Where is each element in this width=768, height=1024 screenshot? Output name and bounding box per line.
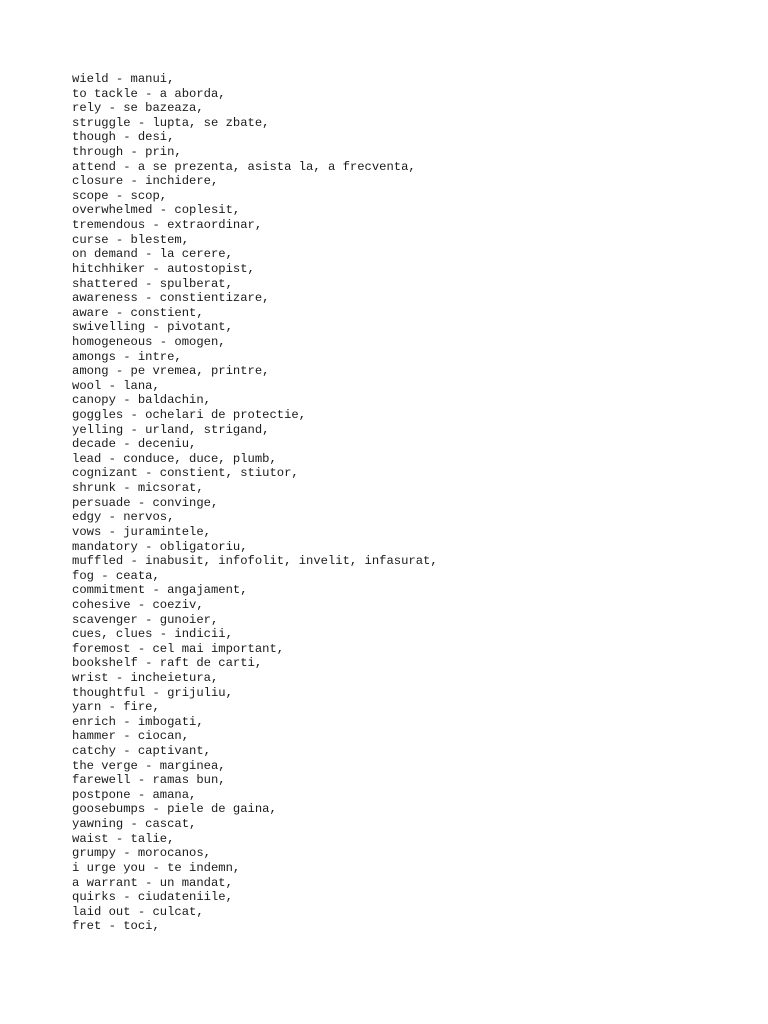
vocabulary-entry: goosebumps - piele de gaina,: [72, 802, 277, 817]
vocabulary-entry: hammer - ciocan,: [72, 729, 190, 744]
vocabulary-entry: though - desi,: [72, 130, 175, 145]
vocabulary-entry: lead - conduce, duce, plumb,: [72, 451, 277, 466]
vocabulary-entry: quirks - ciudateniile,: [72, 890, 233, 905]
vocabulary-entry: a warrant - un mandat,: [72, 875, 233, 890]
vocabulary-entry: awareness - constientizare,: [72, 291, 270, 306]
vocabulary-entry: i urge you - te indemn,: [72, 860, 241, 875]
vocabulary-entry: fog - ceata,: [72, 568, 160, 583]
vocabulary-entry: among - pe vremea, printre,: [72, 364, 270, 379]
vocabulary-entry: amongs - intre,: [72, 349, 182, 364]
vocabulary-entry: thoughtful - grijuliu,: [72, 685, 233, 700]
vocabulary-entry: bookshelf - raft de carti,: [72, 656, 263, 671]
vocabulary-entry: vows - juramintele,: [72, 524, 211, 539]
vocabulary-entry: scope - scop,: [72, 188, 168, 203]
vocabulary-entry: foremost - cel mai important,: [72, 641, 285, 656]
vocabulary-list: [72, 72, 438, 934]
vocabulary-entry: commitment - angajament,: [72, 583, 248, 598]
vocabulary-entry: cues, clues - indicii,: [72, 627, 233, 642]
vocabulary-entry: the verge - marginea,: [72, 758, 226, 773]
vocabulary-entry: wool - lana,: [72, 378, 160, 393]
vocabulary-entry: postpone - amana,: [72, 787, 197, 802]
vocabulary-entry: goggles - ochelari de protectie,: [72, 408, 307, 423]
vocabulary-entry: farewell - ramas bun,: [72, 773, 226, 788]
vocabulary-entry: wield - manui,: [72, 72, 175, 86]
vocabulary-entry: cohesive - coeziv,: [72, 597, 204, 612]
vocabulary-entry: waist - talie,: [72, 831, 175, 846]
vocabulary-entry: laid out - culcat,: [72, 904, 204, 919]
vocabulary-entry: curse - blestem,: [72, 232, 190, 247]
vocabulary-entry: scavenger - gunoier,: [72, 612, 219, 627]
vocabulary-entry: rely - se bazeaza,: [72, 101, 204, 116]
vocabulary-entry: on demand - la cerere,: [72, 247, 233, 262]
vocabulary-entry: canopy - baldachin,: [72, 393, 211, 408]
vocabulary-entry: tremendous - extraordinar,: [72, 218, 263, 233]
vocabulary-entry: aware - constient,: [72, 305, 204, 320]
vocabulary-entry: swivelling - pivotant,: [72, 320, 233, 335]
vocabulary-entry: decade - deceniu,: [72, 437, 197, 452]
vocabulary-entry: attend - a se prezenta, asista la, a frecventa,: [72, 159, 416, 174]
vocabulary-entry: cognizant - constient, stiutor,: [72, 466, 299, 481]
vocabulary-entry: wrist - incheietura,: [72, 670, 219, 685]
vocabulary-entry: through - prin,: [72, 145, 182, 160]
vocabulary-entry: yelling - urland, strigand,: [72, 422, 270, 437]
vocabulary-entry: edgy - nervos,: [72, 510, 175, 525]
vocabulary-entry: to tackle - a aborda,: [72, 86, 226, 101]
vocabulary-entry: overwhelmed - coplesit,: [72, 203, 241, 218]
vocabulary-entry: fret - toci,: [72, 919, 160, 934]
vocabulary-entry: struggle - lupta, se zbate,: [72, 115, 270, 130]
vocabulary-entry: grumpy - morocanos,: [72, 846, 211, 861]
vocabulary-entry: persuade - convinge,: [72, 495, 219, 510]
vocabulary-entry: closure - inchidere,: [72, 174, 219, 189]
vocabulary-entry: shattered - spulberat,: [72, 276, 233, 291]
vocabulary-entry: mandatory - obligatoriu,: [72, 539, 248, 554]
vocabulary-entry: yawning - cascat,: [72, 817, 197, 832]
vocabulary-entry: shrunk - micsorat,: [72, 481, 204, 496]
vocabulary-entry: enrich - imbogati,: [72, 714, 204, 729]
vocabulary-entry: muffled - inabusit, infofolit, invelit, infasurat,: [72, 554, 438, 569]
vocabulary-entry: catchy - captivant,: [72, 744, 211, 759]
vocabulary-entry: yarn - fire,: [72, 700, 160, 715]
vocabulary-entry: homogeneous - omogen,: [72, 334, 226, 349]
vocabulary-entry: hitchhiker - autostopist,: [72, 261, 255, 276]
